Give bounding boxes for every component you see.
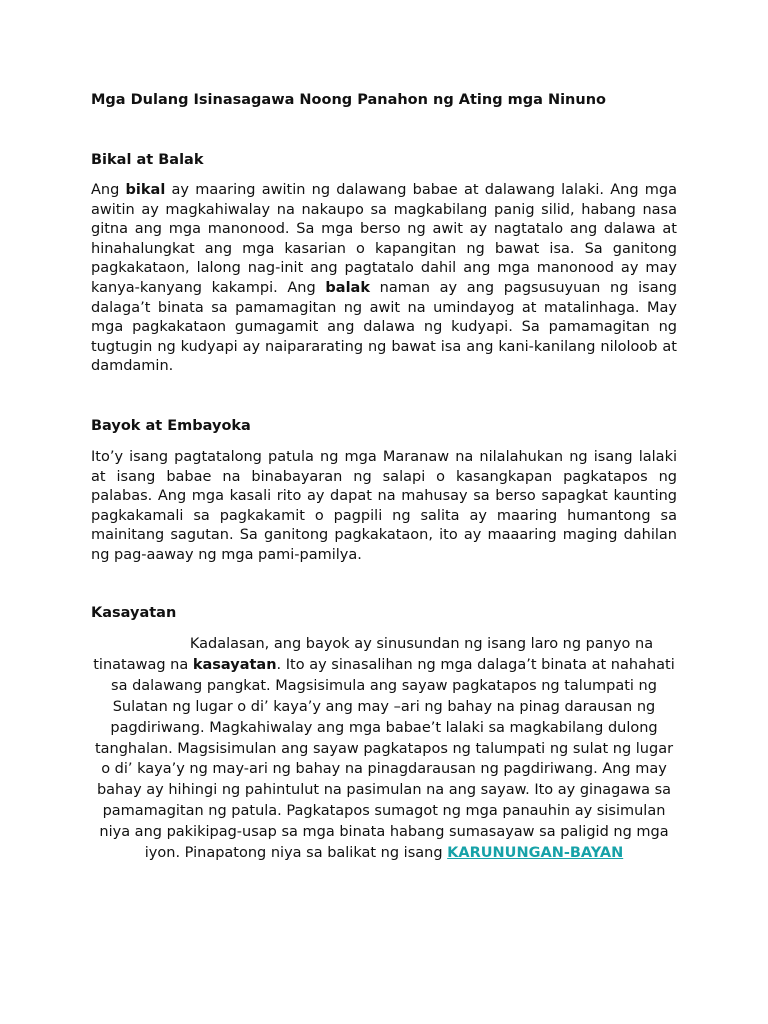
section-heading-bayok-at-embayoka: Bayok at Embayoka: [91, 418, 251, 434]
document-title: Mga Dulang Isinasagawa Noong Panahon ng Ating mga Ninuno: [91, 92, 606, 108]
term-bikal: bikal: [125, 182, 166, 198]
section-paragraph-bikal-at-balak: Ang bikal ay maaring awitin ng dalawang babae at dalawang lalaki. Ang mga awitin ay magkahiwalay na nakaupo sa magkabilang panig silid, habang nasa gitna ang mga manonood. Sa mga berso ng awit ay nagtatalo ang dalawa at hinahalungkat ang mga kasarian o kapangitan ng bawat isa. Sa ganitong pagkakataon, lalong nag-init ang pagtatalo dahil ang mga manonood ay may kanya-kanyang kakampi. Ang balak naman ay ang pagsusuyuan ng isang dalaga’t binata sa pamamagitan ng awit na umindayog at matalinhaga. May mga pagkakataon gumagamit ang dalawa ng kudyapi. Sa pamamagitan ng tugtugin ng kudyapi ay naipararating ng bawat isa ang kani-kanilang niloloob at damdamin.: [91, 182, 677, 375]
term-kasayatan: kasayatan: [192, 656, 277, 673]
section-heading-bikal-at-balak: Bikal at Balak: [91, 152, 204, 168]
karunungan-bayan-link[interactable]: KARUNUNGAN-BAYAN: [447, 845, 624, 862]
section-paragraph-kasayatan: Kadalasan, ang bayok ay sinusundan ng isang laro ng panyo na tinatawag na kasayatan. Ito ay sinasalihan ng mga dalaga’t binata at nahahati sa dalawang pangkat. Magsisimula ang sayaw pagkatapos ng talumpati ng Sulatan ng lugar o di’ kaya’y ang may –ari ng bahay na pinag darausan ng pagdiriwang. Magkahiwalay ang mga babae’t lalaki sa magkabilang dulong tanghalan. Magsisimulan ang sayaw pagkatapos ng talumpati ng sulat ng lugar o di’ kaya’y ng may-ari ng bahay na pinagdarausan ng pagdiriwang. Ang may bahay ay hihingi ng pahintulut na pasimulan na ang sayaw. Ito ay ginagawa sa pamamagitan ng patula. Pagkatapos sumagot ng mga panauhin ay sisimulan niya ang pakikipag-usap sa mga binata habang sumasayaw sa paligid ng mga iyon. Pinapatong niya sa balikat ng isang KARUNUNGAN-BAYAN: [93, 636, 675, 862]
section-heading-kasayatan: Kasayatan: [91, 605, 177, 621]
term-balak: balak: [325, 279, 370, 296]
section-paragraph-bayok-at-embayoka: Ito’y isang pagtatalong patula ng mga Maranaw na nilalahukan ng isang lalaki at isang babae na binabayaran ng salapi o kasangkapan pagkatapos ng palabas. Ang mga kasali rito ay dapat na mahusay sa berso sapagkat kaunting pagkakamali sa pagkakamit o pagpili ng salita ay maaring humantong sa mainitang sagutan. Sa ganitong pagkakataon, ito ay maaaring maging dahilan ng pag-aaway ng mga pami-pamilya.: [91, 449, 677, 563]
